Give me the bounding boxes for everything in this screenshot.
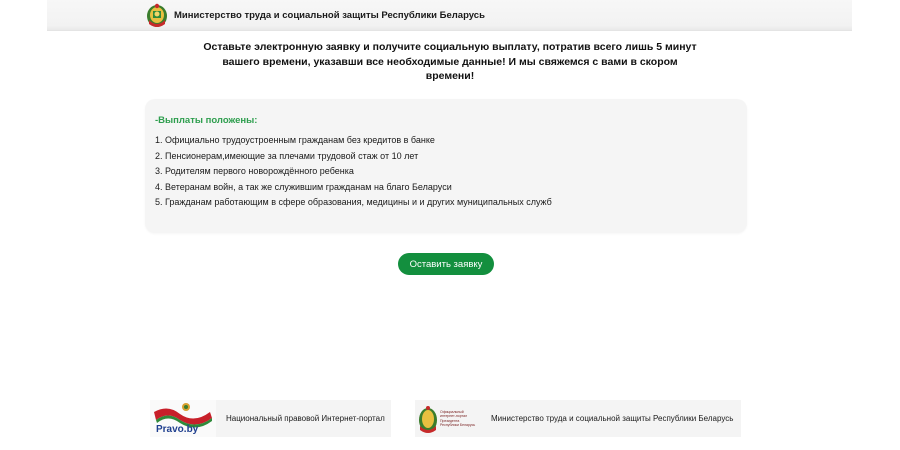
list-item: 3. Родителям первого новорождённого ребенка (155, 166, 354, 176)
footer-link-label: Министерство труда и социальной защиты Республики Беларусь (491, 414, 734, 423)
intro-heading: Оставьте электронную заявку и получите социальную выплату, потратив всего лишь 5 минут вашего времени, указавши все необходимые данные! И мы свяжемся с вами в скором времени! (203, 41, 697, 82)
president-portal-logo (415, 400, 481, 437)
list-item: 5. Гражданам работающим в сфере образования, медицины и и других муниципальных служб (155, 197, 552, 207)
header-title: Министерство труда и социальной защиты Республики Беларусь (174, 9, 485, 21)
footer-link-president[interactable] (415, 400, 741, 437)
list-item: 4. Ветеранам войн, а так же служившим гражданам на благо Беларуси (155, 181, 452, 192)
site-header (47, 0, 852, 31)
footer-link-label: Национальный правовой Интернет-портал (226, 414, 385, 423)
pravo-logo-text: Pravo.by (156, 424, 199, 435)
eligibility-list (155, 133, 552, 211)
payments-card (145, 99, 747, 233)
list-item: 1. Официально трудоустроенным гражданам без кредитов в банке (155, 135, 435, 145)
submit-application-button[interactable]: Оставить заявку (398, 253, 494, 275)
list-item: 2. Пенсионерам,имеющие за плечами трудовой стаж от 10 лет (155, 150, 419, 161)
belarus-emblem-icon (418, 404, 438, 434)
president-portal-logo-text: Официальный интернет-портал Президента Республики Беларусь (440, 409, 476, 427)
belarus-emblem-icon (145, 2, 169, 28)
footer-link-pravo[interactable] (150, 400, 391, 437)
card-title: -Выплаты положены: (155, 115, 258, 126)
pravo-logo (150, 400, 216, 437)
header-brand[interactable] (145, 2, 485, 28)
